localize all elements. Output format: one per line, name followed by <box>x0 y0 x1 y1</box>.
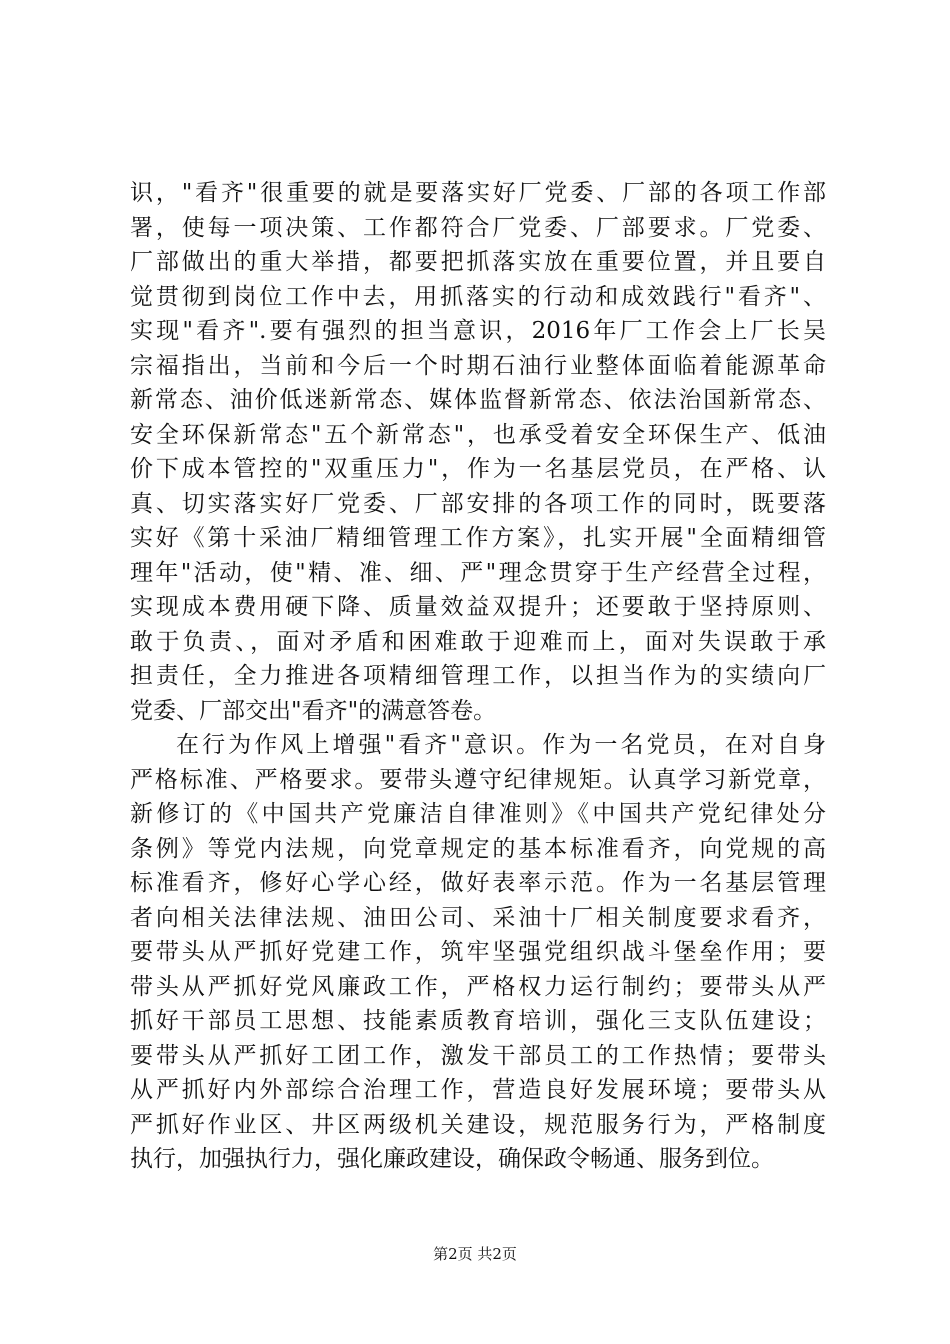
text-line: 带头从严抓好党风廉政工作，严格权力运行制约；要带头从严 <box>130 973 826 1000</box>
text-line: 安全环保新常态"五个新常态"，也承受着安全环保生产、低油 <box>130 421 826 448</box>
text-line: 敢于负责、，面对矛盾和困难敢于迎难而上，面对失误敢于承 <box>130 628 826 655</box>
text-line: 执行，加强执行力，强化廉政建设，确保政令畅通、服务到位。 <box>130 1146 774 1172</box>
page-number: 第2页 共2页 <box>433 1245 517 1263</box>
text-line: 觉贯彻到岗位工作中去，用抓落实的行动和成效践行"看齐"、 <box>130 283 826 310</box>
text-line: 真、切实落实好厂党委、厂部安排的各项工作的同时，既要落 <box>130 490 826 517</box>
text-line: 要带头从严抓好党建工作，筑牢坚强党组织战斗堡垒作用；要 <box>130 939 826 965</box>
text-line: 抓好干部员工思想、技能素质教育培训，强化三支队伍建设； <box>130 1008 826 1034</box>
text-line: 宗福指出，当前和今后一个时期石油行业整体面临着能源革命 <box>130 352 826 379</box>
text-line: 从严抓好内外部综合治理工作，营造良好发展环境；要带头从 <box>130 1077 826 1103</box>
text-line: 条例》等党内法规，向党章规定的基本标准看齐，向党规的高 <box>130 835 826 862</box>
text-line: 新修订的《中国共产党廉洁自律准则》《中国共产党纪律处分 <box>130 801 826 827</box>
text-line: 者向相关法律法规、油田公司、采油十厂相关制度要求看齐， <box>130 904 826 931</box>
text-line: 在行为作风上增强"看齐"意识。作为一名党员，在对自身 <box>176 732 826 758</box>
text-line: 理年"活动，使"精、准、细、严"理念贯穿于生产经营全过程， <box>130 559 826 586</box>
text-line: 识，"看齐"很重要的就是要落实好厂党委、厂部的各项工作部 <box>130 180 826 206</box>
document-body <box>130 176 826 1177</box>
text-line: 实好《第十采油厂精细管理工作方案》，扎实开展"全面精细管 <box>130 525 826 551</box>
text-line: 严格标准、严格要求。要带头遵守纪律规矩。认真学习新党章， <box>130 766 826 793</box>
text-line: 价下成本管控的"双重压力"，作为一名基层党员，在严格、认 <box>130 456 826 482</box>
text-line: 担责任，全力推进各项精细管理工作，以担当作为的实绩向厂 <box>130 663 826 689</box>
text-line: 厂部做出的重大举措，都要把抓落实放在重要位置，并且要自 <box>130 249 826 275</box>
text-line: 党委、厂部交出"看齐"的满意答卷。 <box>130 697 497 724</box>
text-line: 要带头从严抓好工团工作，激发干部员工的工作热情；要带头 <box>130 1042 826 1069</box>
page-footer <box>0 1244 950 1264</box>
text-line: 严抓好作业区、井区两级机关建设，规范服务行为，严格制度 <box>130 1111 826 1138</box>
text-line: 署，使每一项决策、工作都符合厂党委、厂部要求。厂党委、 <box>130 214 826 241</box>
paragraph-1 <box>130 176 826 728</box>
text-line: 标准看齐，修好心学心经，做好表率示范。作为一名基层管理 <box>130 870 826 896</box>
text-line: 实现"看齐".要有强烈的担当意识，2016年厂工作会上厂长吴 <box>130 318 826 344</box>
text-line: 实现成本费用硬下降、质量效益双提升；还要敢于坚持原则、 <box>130 594 826 620</box>
text-line: 新常态、油价低迷新常态、媒体监督新常态、依法治国新常态、 <box>130 387 826 413</box>
paragraph-2 <box>130 728 826 1177</box>
